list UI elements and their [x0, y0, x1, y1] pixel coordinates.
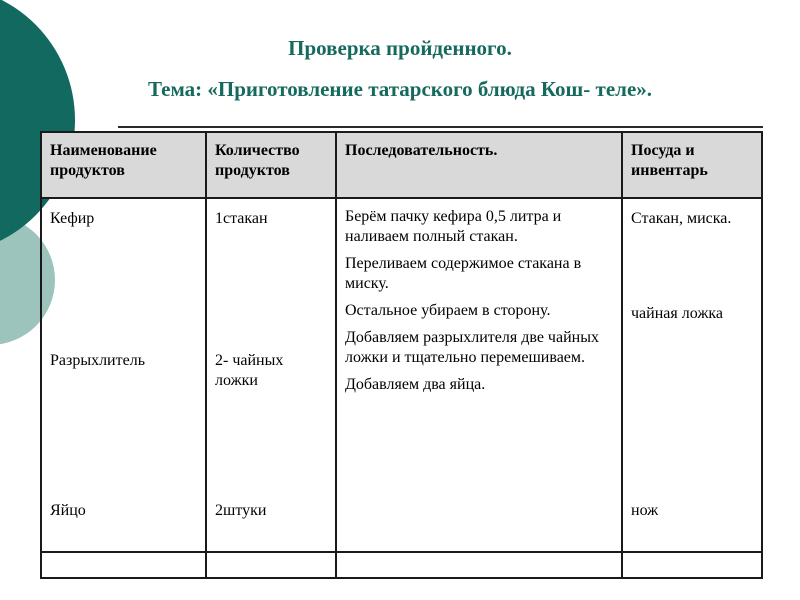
cell-products: [41, 198, 206, 552]
empty-cell: [41, 552, 206, 578]
title-underline: [118, 126, 763, 128]
step-item: Добавляем два яйца.: [345, 376, 486, 393]
step-item: Остальное убираем в сторону.: [345, 302, 551, 319]
utensil-item: Стакан, миска.: [631, 210, 732, 227]
utensil-item: чайная ложка: [631, 305, 724, 322]
step-item: Переливаем содержимое стакана в миску.: [345, 255, 582, 292]
cell-quantities: [206, 198, 336, 552]
utensil-item: нож: [631, 502, 659, 519]
header-utensils: Посуда и инвентарь: [622, 132, 762, 198]
step-item: Берём пачку кефира 0,5 литра и наливаем полный стакан.: [345, 208, 562, 245]
quantity-item: 2- чайных ложки: [215, 352, 284, 389]
product-item: Разрыхлитель: [50, 352, 145, 369]
empty-cell: [622, 552, 762, 578]
header-products: Наименование продуктов: [41, 132, 206, 198]
step-item: Добавляем разрыхлителя две чайных ложки и тщательно перемешиваем.: [345, 329, 599, 366]
empty-cell: [206, 552, 336, 578]
table-empty-row: [41, 552, 762, 578]
product-item: Кефир: [50, 210, 95, 227]
header-sequence: Последовательность.: [336, 132, 622, 198]
slide-header: [0, 36, 800, 102]
slide-title: Проверка пройденного.: [288, 36, 512, 60]
quantity-item: 2штуки: [215, 502, 267, 519]
product-item: Яйцо: [50, 502, 86, 519]
table-body-row: [41, 198, 762, 552]
quantity-item: 1стакан: [215, 210, 268, 227]
recipe-table: [40, 131, 763, 579]
cell-utensils: [622, 198, 762, 552]
empty-cell: [336, 552, 622, 578]
table-header-row: [41, 132, 762, 198]
cell-steps: [336, 198, 622, 552]
header-quantity: Количество продуктов: [206, 132, 336, 198]
steps-list: [337, 199, 621, 395]
slide-subtitle: Тема: «Приготовление татарского блюда Кош- теле».: [147, 77, 653, 101]
